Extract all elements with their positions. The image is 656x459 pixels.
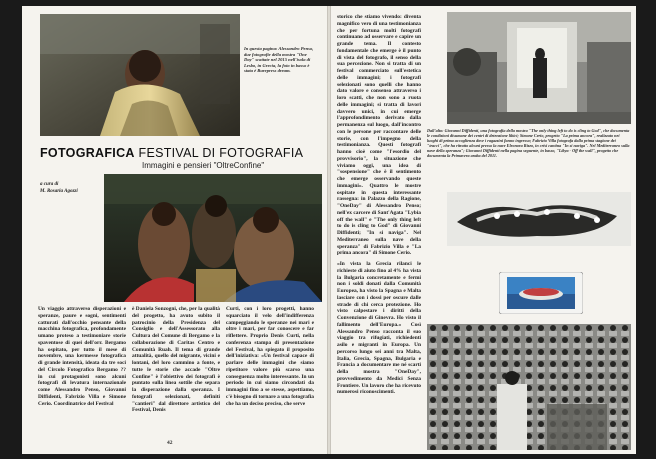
byline-prefix: a cura di (40, 182, 59, 187)
right-column-text (337, 14, 421, 396)
headline (40, 146, 303, 160)
left-column-1: Un viaggio attraverso disperazioni e speranze, paure e sogni, sentimenti catturati dall'occhio pensante della macchina fotografica, profondamente umano proteso a testimoniare storie spaventose di quei dell'orr. Bergamo ha ospitato, per tutto il mese di novembre, una kermesse fotografica di grande intensità, ideata da tre soci del Circolo Fotografico Bergamo ?? in cui protagonisti sono alcuni fotografi di levatura internazionale come Alessandro Penso, Giovanni Diffidenti, Fabrizio Villa e Simone Cerio. Coordinatrice del Festival (38, 306, 126, 407)
right-column-para-2: «In vista la Grecia rilanci le richieste di aiuto fino al 4% ha vista la Bulgaria concretamente e fermi non i soldi donati dalla Comunità Europea, ha visto la Spagna e Malta lasciare con i dossi per oscure dalle strade di chi cerca protezione. Ho visto calpestare i diritti della Convenzione di Ginevra. Ho visto il fallimento dell'Europa.» Così Alessandro Penso racconta il suo viaggio tra rifugiati, richiedenti asilo e migranti in Europa. Un percorso lungo sei anni tra Malta, Italia, Grecia, Spagna, Bulgaria e Francia a documentare me né scarti della mostra "OneDay", provvedimento da Medici Senza Frontiere. Un lavoro che ha ricevuto numerosi riconoscimenti. (337, 261, 421, 396)
page-number: 42 (167, 440, 173, 446)
byline-author: M. Rosaria Agozzi (40, 188, 78, 194)
photo-refugee-woman (40, 14, 240, 136)
byline (40, 182, 78, 195)
left-column-2: è Daniela Sonzogni, che, per la qualità del progetto, ha avuto subito il patrocinio della Presidenza del Consiglio e dell'Assessorato alla Cultura del Comune di Bergamo e la collaborazione di Caritas Centro e Comunità Ruah. Il tema di grande attualità, quello del migrante, vicini e lontani, del loro cammino a fonte, e tutte le storie che accade "Oltre Confine" è l'obiettivo dei fotografi è puntato sulla linea sottile che separa la disperazione dalla speranza. I fotografi selezionati, definiti "cantieri" dal direttore artistico del Festival, Denis (132, 306, 220, 414)
left-column-3: Curti, con i loro progetti, hanno squarciato il velo dell'indifferenza campeggiando le speranze nei mari e oltre i mari, per far conoscere e far riflettere. Proprio Denis Curti, nella conferenza stampa di presentazione del Festival, ha spiegato il proposito dell'iniziativa: «Un festival capace di parlare delle immagini che siamo ripetitore valore più scarso una conseguenza molto interessante. In un periodo in cui siamo circondati da immagini fino a se stesse, aspettiamo, c'è bisogno di tornare a una fotografia che ha un deciso preciso, che serve (226, 306, 314, 407)
photo-crowd (427, 324, 631, 450)
right-column-para-1: storico che stiamo vivendo: diventa magnifico vero di una testimonianza che per fortuna molti fotografi continuano ad osservare e capire un grande tema. Il contesto fondamentale che emerge è il punto di vista del fotografo, il senso della sua percezione. Non si tratta di un festival commerciato sull'estetica delle immagini; i fotografi selezionati sono quelli che hanno dato valore e consenso attraverso i loro scatti, che non sono a ruota delle immagini; si tratta di lavori davvero unici, in cui emerge l'approfondimento derivato dalla permanenza sul luogo, dall'incontro con le persone per raccontare delle storie, con l'impegno della testimonianza. Questi fotografi hanno cioè come "l'esordio del provvisorio", la situazione che viviamo oggi, una idea di "sospensione" che è il sentimento che emerge osservando queste immagini». Quattro le mostre ospitate in questa interessante rassegna: in Palazzo della Ragione, "OneDay" di Alessandro Penso; nell'ex carcere di Sant'Agata "Lybia off the wall" e "The only thing left to do is cling to God" di Giovanni Diffidenti; "In si naviga". Nel Mediterraneo sulla nave della speranza" di Fabrizio Villa e "La prima ancora" di Simone Cerio. (337, 14, 421, 257)
photo-rescued-migrants (104, 174, 322, 302)
photo-detention-center (447, 12, 631, 124)
headline-bold: FOTOGRAFICA (40, 146, 135, 160)
left-page (22, 6, 327, 454)
right-page (331, 6, 636, 454)
subheadline: Immagini e pensieri "OltreConfine" (142, 161, 265, 170)
photo-rescue-boat (447, 192, 631, 246)
photo-caption-right: Dall'alto: Giovanni Diffidenti, una fotografia della mostra "The only thing left to do is cling to God", che documenta le condizioni disumane dei centri di detenzione libici; Simone Cerio, progetto "La prima ancora", realizzato nei luoghi di prima accoglienza dove i ragazzini fanno ingresso; Fabrizio Villa fotografa dalla prima stagione dei "tracci", che ha ritratto alcuni presso la nave Eleonora Rizzo, in crisi cantina "In si naviga". Nel Mediterraneo sulla nave della speranza"; Giovanni Diffidenti nella pagina seguente, in basso, "Libya - Off the wall", progetto che documenta la Primavera araba del 2011. (427, 128, 630, 159)
photo-tablet (499, 272, 583, 314)
photo-caption-left: In questa pagina: Alessandro Penso, due fotografie della mostra "One Day" scattate nel 2015 nell'isola di Lesbo, in Grecia, la foto in basso è stata é Burepress dream. (244, 46, 314, 74)
headline-rest: FESTIVAL DI FOTOGRAFIA (134, 146, 304, 160)
